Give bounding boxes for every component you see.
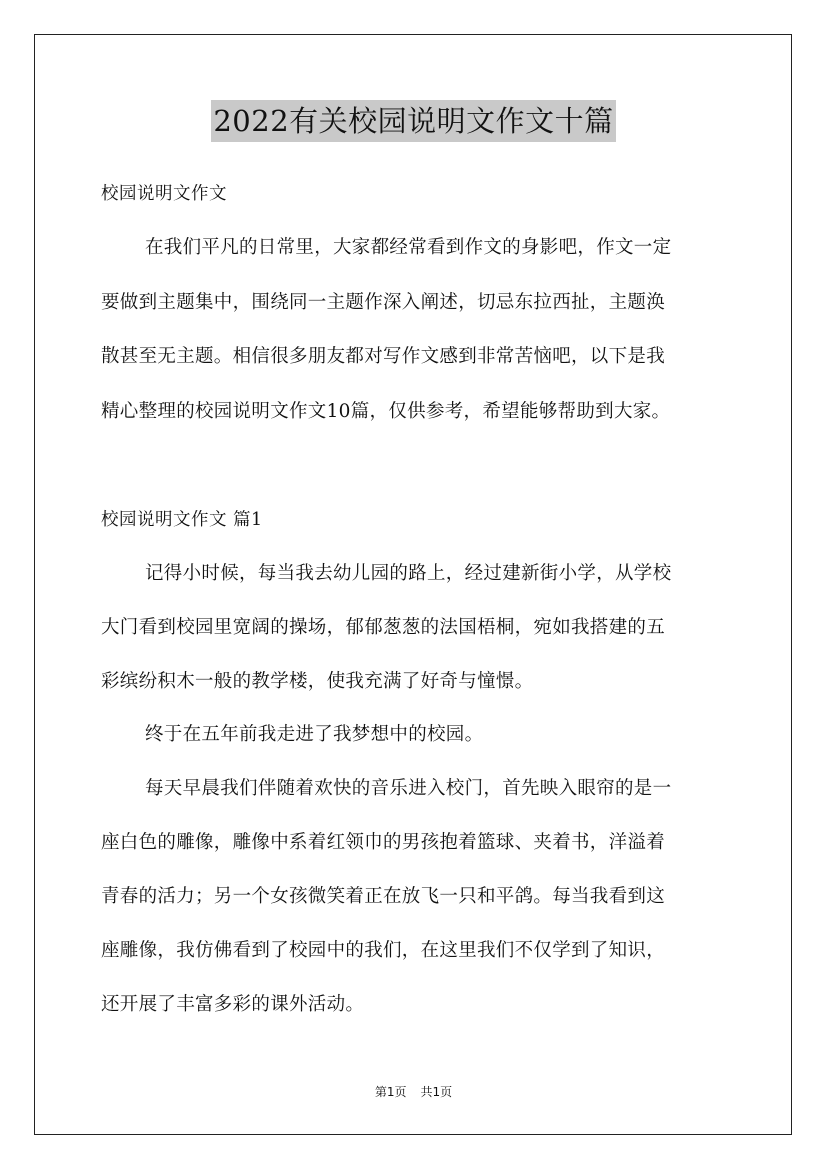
paragraph-line: 终于在五年前我走进了我梦想中的校园。 (145, 724, 484, 745)
paragraph-line: 大门看到校园里宽阔的操场，郁郁葱葱的法国梧桐，宛如我搭建的五 (101, 617, 666, 638)
paragraph-line: 座雕像，我仿佛看到了校园中的我们，在这里我们不仅学到了知识， (101, 940, 666, 961)
paragraph-line: 彩缤纷积木一般的教学楼，使我充满了好奇与憧憬。 (101, 671, 534, 692)
paragraph-line: 青春的活力；另一个女孩微笑着正在放飞一只和平鸽。每当我看到这 (101, 886, 666, 907)
paragraph-line: 在我们平凡的日常里，大家都经常看到作文的身影吧，作文一定 (145, 237, 672, 258)
paragraph-line: 精心整理的校园说明文作文10篇，仅供参考，希望能够帮助到大家。 (101, 401, 671, 422)
paragraph-line: 散甚至无主题。相信很多朋友都对写作文感到非常苦恼吧，以下是我 (101, 346, 666, 367)
page-number: 第1页 (374, 1085, 407, 1099)
page-footer (0, 1083, 827, 1100)
paragraph-line: 座白色的雕像，雕像中系着红领巾的男孩抱着篮球、夹着书，洋溢着 (101, 832, 666, 853)
paragraph-line: 要做到主题集中，围绕同一主题作深入阐述，切忌东拉西扯，主题涣 (101, 292, 666, 313)
title-container (0, 100, 827, 142)
paragraph-line: 还开展了丰富多彩的课外活动。 (101, 994, 365, 1015)
section-heading: 校园说明文作文 篇1 (101, 510, 263, 530)
paragraph-line: 每天早晨我们伴随着欢快的音乐进入校门，首先映入眼帘的是一 (145, 778, 672, 799)
page-total: 共1页 (420, 1085, 453, 1099)
paragraph-line: 记得小时候，每当我去幼儿园的路上，经过建新街小学，从学校 (145, 563, 672, 584)
document-title: 2022有关校园说明文作文十篇 (211, 100, 615, 142)
section-heading: 校园说明文作文 (101, 184, 227, 204)
